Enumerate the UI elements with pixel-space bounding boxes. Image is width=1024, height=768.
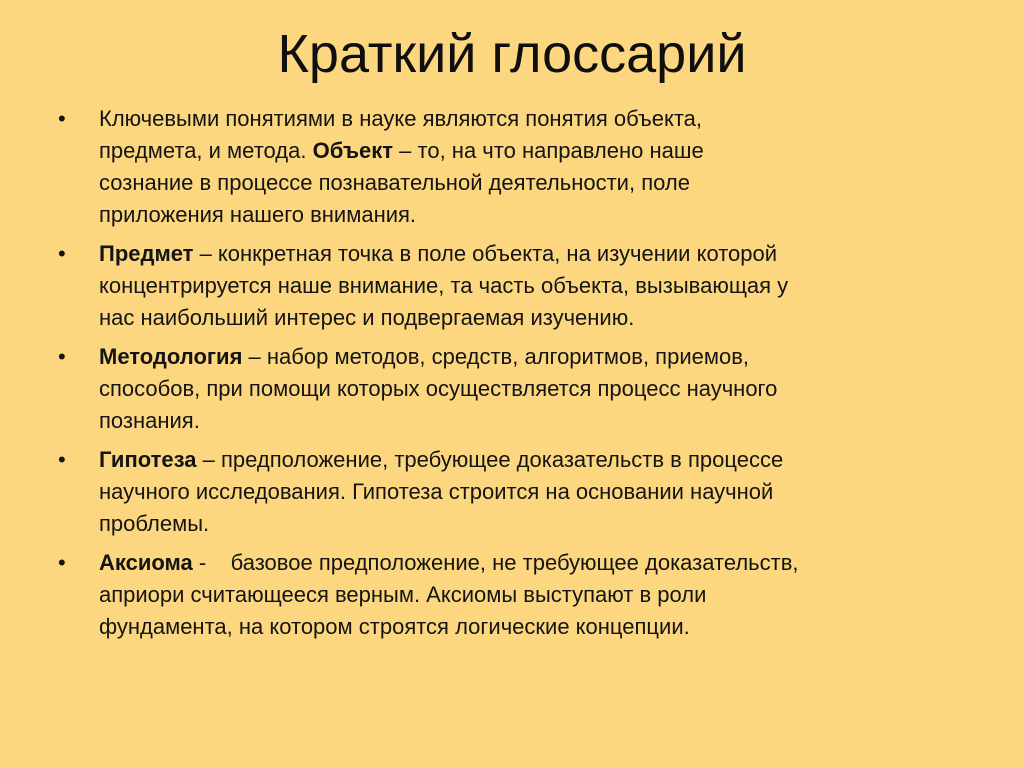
definition-text: проблемы. xyxy=(99,511,210,536)
text-line xyxy=(99,270,976,302)
text-line xyxy=(99,405,976,437)
text-line xyxy=(99,476,976,508)
glossary-term: Аксиома xyxy=(99,550,193,575)
text-line xyxy=(99,238,976,270)
text-line xyxy=(99,611,976,643)
definition-text: Ключевыми понятиями в науке являются понятия объекта, xyxy=(99,106,703,131)
definition-text: приложения нашего внимания. xyxy=(99,202,417,227)
bullet-dot: • xyxy=(58,106,66,131)
definition-text: нас наибольший интерес и подвергаемая изучению. xyxy=(99,305,635,330)
glossary-item xyxy=(56,547,976,643)
glossary-item xyxy=(56,238,976,334)
text-line xyxy=(99,341,976,373)
bullet-dot: • xyxy=(58,550,66,575)
text-line xyxy=(99,508,976,540)
definition-text: – то, на что направлено наше xyxy=(393,138,704,163)
definition-text: предмета, и метода. xyxy=(99,138,313,163)
slide-title: Краткий глоссарий xyxy=(277,24,747,84)
glossary-term: Гипотеза xyxy=(99,447,197,472)
text-line xyxy=(99,167,976,199)
text-line xyxy=(99,444,976,476)
definition-text: концентрируется наше внимание, та часть объекта, вызывающая у xyxy=(99,273,789,298)
definition-text: фундамента, на котором строятся логические концепции. xyxy=(99,614,690,639)
definition-text: – набор методов, средств, алгоритмов, приемов, xyxy=(242,344,750,369)
text-line xyxy=(99,103,976,135)
glossary-term: Предмет xyxy=(99,241,194,266)
definition-text: – конкретная точка в поле объекта, на изучении которой xyxy=(193,241,778,266)
definition-text: способов, при помощи которых осуществляется процесс научного xyxy=(99,376,778,401)
definition-text: априори считающееся верным. Аксиомы выступают в роли xyxy=(99,582,707,607)
glossary-term: Методология xyxy=(99,344,243,369)
text-line xyxy=(99,373,976,405)
glossary-list xyxy=(56,103,976,650)
bullet-dot: • xyxy=(58,447,66,472)
text-line xyxy=(99,547,976,579)
definition-text: - базовое предположение, не требующее доказательств, xyxy=(192,550,799,575)
glossary-item xyxy=(56,341,976,437)
text-line xyxy=(99,135,976,167)
definition-text: – предположение, требующее доказательств в процессе xyxy=(196,447,784,472)
glossary-item xyxy=(56,444,976,540)
text-line xyxy=(99,199,976,231)
text-line xyxy=(99,579,976,611)
glossary-term: Объект xyxy=(312,138,394,163)
bullet-dot: • xyxy=(58,344,66,369)
definition-text: сознание в процессе познавательной деятельности, поле xyxy=(99,170,690,195)
glossary-item xyxy=(56,103,976,231)
bullet-dot: • xyxy=(58,241,66,266)
definition-text: научного исследования. Гипотеза строится на основании научной xyxy=(99,479,774,504)
definition-text: познания. xyxy=(99,408,200,433)
text-line xyxy=(99,302,976,334)
